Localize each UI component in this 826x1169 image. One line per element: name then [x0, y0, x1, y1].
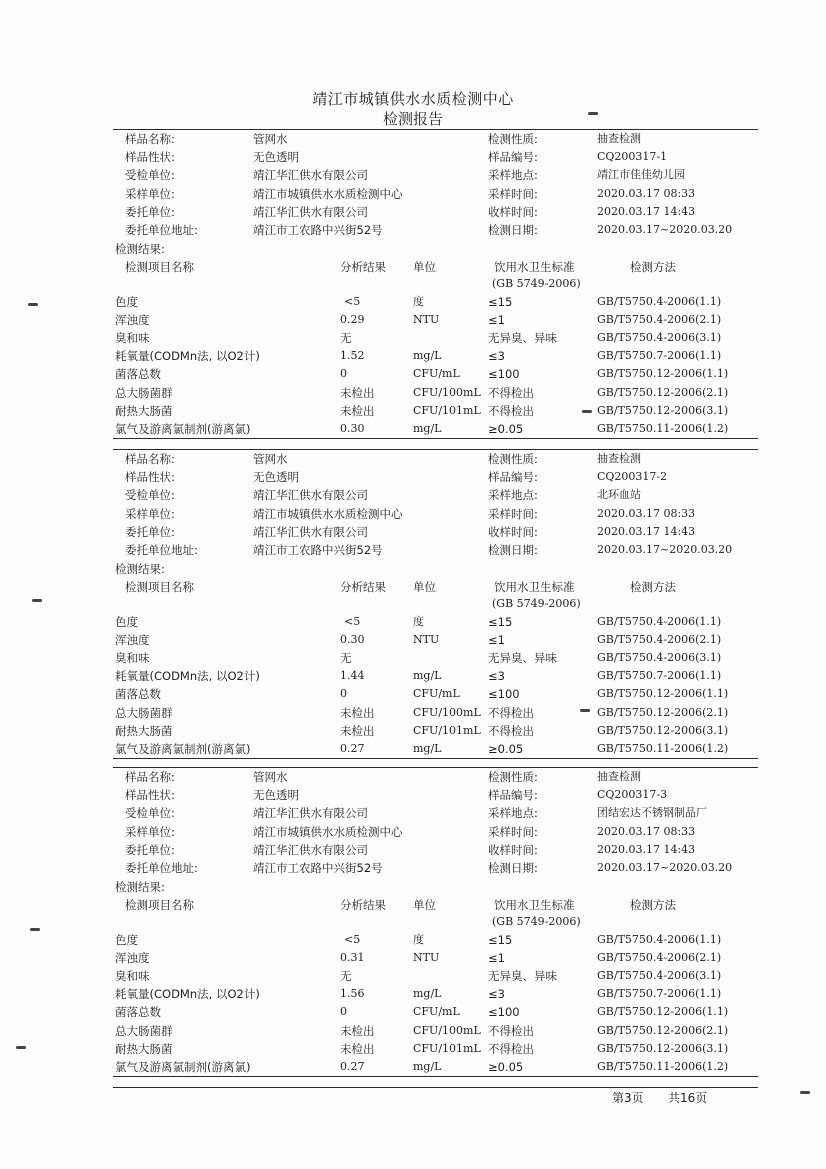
- scan-speck: [588, 112, 598, 115]
- result-standard: ≤3: [488, 669, 505, 684]
- result-item-name: 色度: [115, 615, 138, 629]
- sample-field-value: CQ200317-2: [597, 470, 668, 484]
- sample-field-label: 委托单位:: [125, 204, 175, 219]
- sample-field-label: 样品性状:: [125, 150, 175, 165]
- sample-field-value: 2020.03.17~2020.03.20: [597, 861, 733, 874]
- sample-field-label: 采样单位:: [125, 824, 175, 839]
- sample-field-value: 2020.03.17 08:33: [597, 506, 696, 520]
- result-unit: CFU/101mL: [413, 403, 481, 417]
- result-method: GB/T5750.12-2006(2.1): [597, 385, 729, 399]
- scan-speck: [800, 1091, 810, 1094]
- column-header-unit: 单位: [413, 898, 436, 912]
- result-value: 无: [340, 651, 352, 666]
- result-method: GB/T5750.7-2006(1.1): [597, 349, 722, 363]
- result-value: 未检出: [340, 385, 375, 400]
- scan-speck: [16, 1046, 26, 1049]
- column-header-standard-ref: (GB 5749-2006): [492, 915, 581, 928]
- result-value: 0.30: [340, 633, 365, 647]
- sample-field-value: 靖江市城镇供水水质检测中心: [253, 824, 403, 839]
- result-unit: NTU: [413, 313, 440, 327]
- sample-field-value: 团结宏达不锈钢制品厂: [597, 806, 707, 820]
- sample-field-value: 2020.03.17 14:43: [597, 842, 696, 856]
- result-item-name: 耐热大肠菌: [115, 403, 173, 418]
- result-standard: 不得检出: [488, 723, 534, 738]
- sample-field-value: 2020.03.17 14:43: [597, 524, 696, 538]
- sample-field-value: 靖江市城镇供水水质检测中心: [253, 186, 403, 201]
- sample-field-label: 样品名称:: [125, 132, 175, 146]
- result-value: 0.29: [340, 313, 365, 327]
- column-header-standard: 饮用水卫生标准: [494, 580, 575, 594]
- result-unit: mg/L: [413, 349, 442, 363]
- sample-field-value: 北环血站: [597, 488, 641, 502]
- result-value: 0.27: [340, 1059, 365, 1073]
- sample-field-label: 收样时间:: [488, 842, 538, 857]
- column-header-result: 分析结果: [340, 260, 386, 274]
- sample-field-value: 靖江华汇供水有限公司: [253, 806, 368, 821]
- result-method: GB/T5750.11-2006(1.2): [597, 421, 729, 435]
- result-value: <5: [344, 933, 361, 946]
- sample-field-value: 抽查检测: [597, 132, 641, 145]
- result-standard: ≤1: [488, 633, 505, 648]
- result-value: <5: [344, 295, 361, 308]
- result-standard: 无异臭、异味: [488, 331, 557, 346]
- sample-field-label: 收样时间:: [488, 204, 538, 219]
- sample-field-value: 靖江华汇供水有限公司: [253, 488, 368, 503]
- result-item-name: 耗氧量(CODMn法, 以O2计): [115, 987, 260, 1002]
- result-standard: ≤15: [488, 933, 513, 947]
- sample-field-value: 靖江华汇供水有限公司: [253, 204, 368, 219]
- result-value: 0.30: [340, 421, 365, 435]
- result-item-name: 臭和味: [115, 969, 150, 984]
- sample-field-label: 样品编号:: [488, 470, 538, 485]
- result-method: GB/T5750.12-2006(2.1): [597, 1023, 729, 1037]
- sample-field-label: 采样地点:: [488, 168, 538, 183]
- sample-field-label: 委托单位地址:: [125, 543, 198, 557]
- scan-speck: [28, 303, 38, 306]
- column-header-standard: 饮用水卫生标准: [494, 898, 575, 912]
- result-value: 1.52: [340, 349, 365, 363]
- result-standard: ≤15: [488, 615, 513, 629]
- column-header-standard-ref: (GB 5749-2006): [492, 597, 581, 610]
- section-rule: [113, 129, 758, 130]
- result-unit: mg/L: [413, 741, 442, 755]
- results-label: 检测结果:: [115, 242, 165, 256]
- sample-field-label: 检测日期:: [488, 543, 538, 557]
- result-method: GB/T5750.12-2006(3.1): [597, 403, 729, 417]
- column-header-standard-ref: (GB 5749-2006): [492, 277, 581, 290]
- result-unit: 度: [413, 615, 424, 628]
- result-value: 无: [340, 331, 352, 346]
- result-method: GB/T5750.4-2006(2.1): [597, 313, 722, 327]
- sample-field-value: 无色透明: [253, 150, 299, 165]
- column-header-standard: 饮用水卫生标准: [494, 260, 575, 274]
- sample-field-value: 抽查检测: [597, 770, 641, 783]
- result-unit: CFU/101mL: [413, 723, 481, 737]
- sample-field-value: 靖江华汇供水有限公司: [253, 524, 368, 539]
- result-standard: 不得检出: [488, 1023, 534, 1038]
- result-standard: ≤1: [488, 951, 505, 966]
- result-method: GB/T5750.4-2006(1.1): [597, 295, 722, 308]
- sample-field-label: 受检单位:: [125, 168, 175, 183]
- sample-field-label: 受检单位:: [125, 806, 175, 821]
- result-standard: ≥0.05: [488, 741, 524, 756]
- result-unit: CFU/mL: [413, 687, 460, 701]
- result-value: 未检出: [340, 1023, 375, 1038]
- org-title: 靖江市城镇供水水质检测中心: [312, 90, 514, 108]
- result-method: GB/T5750.4-2006(1.1): [597, 615, 722, 628]
- result-method: GB/T5750.7-2006(1.1): [597, 669, 722, 683]
- column-header-item: 检测项目名称: [125, 260, 194, 274]
- result-unit: CFU/mL: [413, 1005, 460, 1019]
- result-value: <5: [344, 615, 361, 628]
- column-header-result: 分析结果: [340, 898, 386, 912]
- result-unit: NTU: [413, 633, 440, 647]
- result-item-name: 耐热大肠菌: [115, 1041, 173, 1056]
- sample-field-label: 检测日期:: [488, 861, 538, 875]
- result-item-name: 色度: [115, 933, 138, 947]
- sample-field-label: 委托单位:: [125, 842, 175, 857]
- sample-field-label: 检测性质:: [488, 132, 538, 146]
- result-item-name: 总大肠菌群: [115, 1023, 173, 1038]
- sample-field-value: 靖江华汇供水有限公司: [253, 842, 368, 857]
- sample-field-label: 委托单位:: [125, 524, 175, 539]
- column-header-method: 检测方法: [630, 260, 676, 274]
- page-total: 共16页: [668, 1091, 708, 1105]
- result-method: GB/T5750.12-2006(3.1): [597, 1041, 729, 1055]
- sample-field-value: 2020.03.17 14:43: [597, 204, 696, 218]
- column-header-item: 检测项目名称: [125, 580, 194, 594]
- result-value: 1.44: [340, 669, 365, 683]
- result-item-name: 菌落总数: [115, 367, 161, 382]
- result-method: GB/T5750.4-2006(2.1): [597, 633, 722, 647]
- result-item-name: 氯气及游离氯制剂(游离氯): [115, 741, 251, 756]
- result-standard: 无异臭、异味: [488, 651, 557, 666]
- sample-field-label: 委托单位地址:: [125, 223, 198, 237]
- sample-field-label: 受检单位:: [125, 488, 175, 503]
- sample-field-label: 采样时间:: [488, 506, 538, 521]
- result-item-name: 臭和味: [115, 651, 150, 666]
- sample-field-value: CQ200317-1: [597, 150, 668, 164]
- sample-field-value: 抽查检测: [597, 452, 641, 465]
- result-item-name: 氯气及游离氯制剂(游离氯): [115, 1059, 251, 1074]
- column-header-item: 检测项目名称: [125, 898, 194, 912]
- result-value: 1.56: [340, 987, 365, 1001]
- result-standard: 不得检出: [488, 705, 534, 720]
- column-header-unit: 单位: [413, 260, 436, 274]
- sample-field-label: 检测性质:: [488, 770, 538, 784]
- result-method: GB/T5750.4-2006(3.1): [597, 331, 722, 345]
- column-header-method: 检测方法: [630, 898, 676, 912]
- sample-field-value: 管网水: [253, 452, 288, 466]
- sample-field-value: 靖江华汇供水有限公司: [253, 168, 368, 183]
- sample-field-value: 靖江市城镇供水水质检测中心: [253, 506, 403, 521]
- sample-field-value: 靖江市工农路中兴街52号: [253, 543, 383, 557]
- section-rule: [113, 449, 758, 450]
- result-value: 未检出: [340, 705, 375, 720]
- result-value: 未检出: [340, 1041, 375, 1056]
- result-item-name: 菌落总数: [115, 1005, 161, 1020]
- sample-field-label: 采样时间:: [488, 186, 538, 201]
- scan-speck: [32, 599, 42, 602]
- result-item-name: 色度: [115, 295, 138, 309]
- result-unit: mg/L: [413, 421, 442, 435]
- sample-field-label: 采样单位:: [125, 186, 175, 201]
- scan-speck: [580, 709, 590, 712]
- page-number: 第3页: [612, 1091, 644, 1105]
- sample-field-label: 样品名称:: [125, 770, 175, 784]
- footer-rule: [113, 1087, 758, 1088]
- result-item-name: 耗氧量(CODMn法, 以O2计): [115, 349, 260, 364]
- result-item-name: 耐热大肠菌: [115, 723, 173, 738]
- sample-field-label: 样品编号:: [488, 150, 538, 165]
- doc-title: 检测报告: [382, 110, 443, 128]
- result-standard: ≥0.05: [488, 421, 524, 436]
- sample-field-label: 检测日期:: [488, 223, 538, 237]
- result-method: GB/T5750.11-2006(1.2): [597, 1059, 729, 1073]
- result-standard: ≤3: [488, 349, 505, 364]
- column-header-method: 检测方法: [630, 580, 676, 594]
- result-method: GB/T5750.4-2006(2.1): [597, 951, 722, 965]
- result-unit: CFU/mL: [413, 367, 460, 381]
- result-value: 未检出: [340, 403, 375, 418]
- result-unit: CFU/100mL: [413, 1023, 481, 1037]
- result-unit: 度: [413, 295, 424, 308]
- scan-speck: [30, 928, 40, 931]
- sample-field-label: 样品性状:: [125, 788, 175, 803]
- result-item-name: 总大肠菌群: [115, 385, 173, 400]
- section-rule: [113, 767, 758, 768]
- result-standard: ≤1: [488, 313, 505, 328]
- sample-field-value: 管网水: [253, 770, 288, 784]
- sample-field-value: 2020.03.17 08:33: [597, 186, 696, 200]
- sample-field-value: 2020.03.17~2020.03.20: [597, 223, 733, 236]
- result-standard: ≤3: [488, 987, 505, 1002]
- result-standard: 不得检出: [488, 385, 534, 400]
- result-method: GB/T5750.4-2006(1.1): [597, 933, 722, 946]
- sample-field-label: 检测性质:: [488, 452, 538, 466]
- result-method: GB/T5750.11-2006(1.2): [597, 741, 729, 755]
- section-bottom-rule: [113, 438, 758, 439]
- result-method: GB/T5750.12-2006(1.1): [597, 367, 729, 381]
- result-item-name: 氯气及游离氯制剂(游离氯): [115, 421, 251, 436]
- result-value: 无: [340, 969, 352, 984]
- result-unit: CFU/100mL: [413, 385, 481, 399]
- result-standard: 无异臭、异味: [488, 969, 557, 984]
- result-value: 0: [340, 1005, 347, 1019]
- result-standard: ≤100: [488, 687, 520, 702]
- result-item-name: 浑浊度: [115, 313, 150, 328]
- result-item-name: 菌落总数: [115, 687, 161, 702]
- results-label: 检测结果:: [115, 880, 165, 894]
- result-method: GB/T5750.12-2006(1.1): [597, 687, 729, 701]
- result-item-name: 臭和味: [115, 331, 150, 346]
- result-item-name: 浑浊度: [115, 633, 150, 648]
- result-unit: CFU/101mL: [413, 1041, 481, 1055]
- result-standard: ≤15: [488, 295, 513, 309]
- result-value: 未检出: [340, 723, 375, 738]
- result-item-name: 耗氧量(CODMn法, 以O2计): [115, 669, 260, 684]
- result-standard: ≤100: [488, 1005, 520, 1020]
- result-value: 0: [340, 367, 347, 381]
- sample-field-label: 采样时间:: [488, 824, 538, 839]
- result-method: GB/T5750.12-2006(1.1): [597, 1005, 729, 1019]
- sample-field-value: 无色透明: [253, 470, 299, 485]
- result-standard: 不得检出: [488, 403, 534, 418]
- result-item-name: 浑浊度: [115, 951, 150, 966]
- sample-field-label: 采样单位:: [125, 506, 175, 521]
- result-standard: ≥0.05: [488, 1059, 524, 1074]
- result-method: GB/T5750.12-2006(3.1): [597, 723, 729, 737]
- result-method: GB/T5750.4-2006(3.1): [597, 651, 722, 665]
- result-unit: mg/L: [413, 987, 442, 1001]
- result-unit: CFU/100mL: [413, 705, 481, 719]
- results-label: 检测结果:: [115, 562, 165, 576]
- result-value: 0: [340, 687, 347, 701]
- result-method: GB/T5750.7-2006(1.1): [597, 987, 722, 1001]
- sample-field-value: 靖江市工农路中兴街52号: [253, 223, 383, 237]
- sample-field-label: 委托单位地址:: [125, 861, 198, 875]
- result-value: 0.31: [340, 951, 365, 965]
- sample-field-label: 采样地点:: [488, 806, 538, 821]
- result-value: 0.27: [340, 741, 365, 755]
- sample-field-value: 2020.03.17~2020.03.20: [597, 543, 733, 556]
- result-standard: ≤100: [488, 367, 520, 382]
- result-unit: 度: [413, 933, 424, 946]
- section-bottom-rule: [113, 758, 758, 759]
- sample-field-value: 管网水: [253, 132, 288, 146]
- sample-field-label: 收样时间:: [488, 524, 538, 539]
- sample-field-value: 靖江市工农路中兴街52号: [253, 861, 383, 875]
- sample-field-value: 2020.03.17 08:33: [597, 824, 696, 838]
- result-method: GB/T5750.4-2006(3.1): [597, 969, 722, 983]
- sample-field-value: 靖江市佳佳幼儿园: [597, 168, 685, 182]
- sample-field-label: 样品编号:: [488, 788, 538, 803]
- scan-speck: [582, 410, 592, 413]
- result-unit: NTU: [413, 951, 440, 965]
- section-bottom-rule: [113, 1076, 758, 1077]
- column-header-unit: 单位: [413, 580, 436, 594]
- result-unit: mg/L: [413, 669, 442, 683]
- sample-field-value: CQ200317-3: [597, 788, 668, 802]
- result-method: GB/T5750.12-2006(2.1): [597, 705, 729, 719]
- result-item-name: 总大肠菌群: [115, 705, 173, 720]
- sample-field-label: 样品名称:: [125, 452, 175, 466]
- result-unit: mg/L: [413, 1059, 442, 1073]
- column-header-result: 分析结果: [340, 580, 386, 594]
- result-standard: 不得检出: [488, 1041, 534, 1056]
- sample-field-label: 采样地点:: [488, 488, 538, 503]
- sample-field-value: 无色透明: [253, 788, 299, 803]
- sample-field-label: 样品性状:: [125, 470, 175, 485]
